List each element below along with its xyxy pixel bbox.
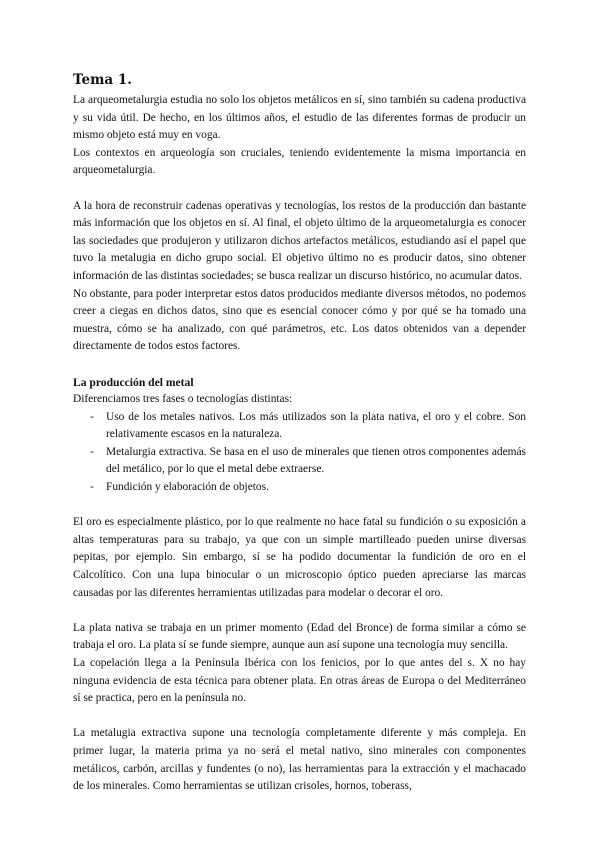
- paragraph-gap: [73, 708, 526, 726]
- paragraph-cadenas-operativas: A la hora de reconstruir cadenas operativas y tecnologías, los restos de la producción dan bastante más información que los objetos en sí. Al final, el objeto último de la arqueometalurgia es conocer las sociedades que produjeron y utilizaron dichos artefactos metálicos, estudiando así el papel que tuvo la metalugia en dicho grupo social. El objetivo último no es producir datos, sino obtener información de las distintas sociedades; se busca realizar un discurso histórico, no acumular datos.: [73, 199, 526, 282]
- paragraph-metalurgia-extractiva: La metalugia extractiva supone una tecnología completamente diferente y más compleja. En primer lugar, la materia prima ya no será el metal nativo, sino minerales con componentes metálicos, carbón, arcillas y fundentes (o no), las herramientas para la extracción y el machacado de los minerales. Como herramientas se utilizan crisoles, hornos, toberass,: [73, 727, 526, 793]
- paragraph-copelacion: La copelación llega a la Península Ibérica con los fenicios, por lo que antes del s. X no hay ninguna evidencia de esta técnica para obtener plata. En otras áreas de Europa o del Mediterráneo sí se practica, pero en la península no.: [73, 657, 526, 705]
- section-heading: La producción del metal: [73, 375, 194, 389]
- phases-list: [73, 409, 526, 497]
- list-item: - Uso de los metales nativos. Los más utilizados son la plata nativa, el oro y el cobre. Son relativamente escasos en la naturaleza.: [90, 409, 526, 444]
- list-item: - Metalurgia extractiva. Se basa en el uso de minerales que tienen otros componentes además del metálico, por lo que el metal debe extraerse.: [90, 444, 526, 479]
- intro-paragraph-2: Los contextos en arqueología son cruciales, teniendo evidentemente la misma importancia en arqueometalurgia.: [73, 146, 526, 177]
- paragraph-gap: [73, 356, 526, 374]
- list-item: - Fundición y elaboración de objetos.: [90, 479, 526, 497]
- paragraph-interpretar-datos: No obstante, para poder interpretar estos datos producidos mediante diversos métodos, no podemos creer a ciegas en dichos datos, sino que es esencial conocer cómo y por qué se ha tomado una muestra, cómo se ha analizado, con qué parámetros, etc. Los datos obtenidos van a depender directamente de todos estos factores.: [73, 287, 526, 353]
- paragraph-gap: [73, 497, 526, 515]
- paragraph-gap: [73, 180, 526, 198]
- intro-paragraph-1: La arqueometalurgia estudia no solo los objetos metálicos en sí, sino también su cadena productiva y su vida útil. De hecho, en los últimos años, el estudio de las diferentes formas de producir un mismo objeto está muy en voga.: [73, 94, 526, 142]
- paragraph-gap: [73, 602, 526, 620]
- section-intro: Diferenciamos tres fases o tecnologías distintas:: [73, 393, 293, 406]
- paragraph-plata: La plata nativa se trabaja en un primer momento (Edad del Bronce) de forma similar a cómo se trabaja el oro. La plata sí se funde siempre, aunque aun así supone una tecnología muy sencilla.: [73, 621, 526, 652]
- paragraph-oro: El oro es especialmente plástico, por lo que realmente no hace fatal su fundición o su exposición a altas temperaturas para su trabajo, ya que con un simple martilleado pueden unirse diversas pepitas, por ejemplo. Sin embargo, sí se ha podido documentar la fundición de oro en el Calcolítico. Con una lupa binocular o un microscopio óptico pueden apreciarse las marcas causadas por las diferentes herramientas utilizadas para modelar o decorar el oro.: [73, 516, 526, 599]
- page-title: Tema 1.: [73, 72, 132, 88]
